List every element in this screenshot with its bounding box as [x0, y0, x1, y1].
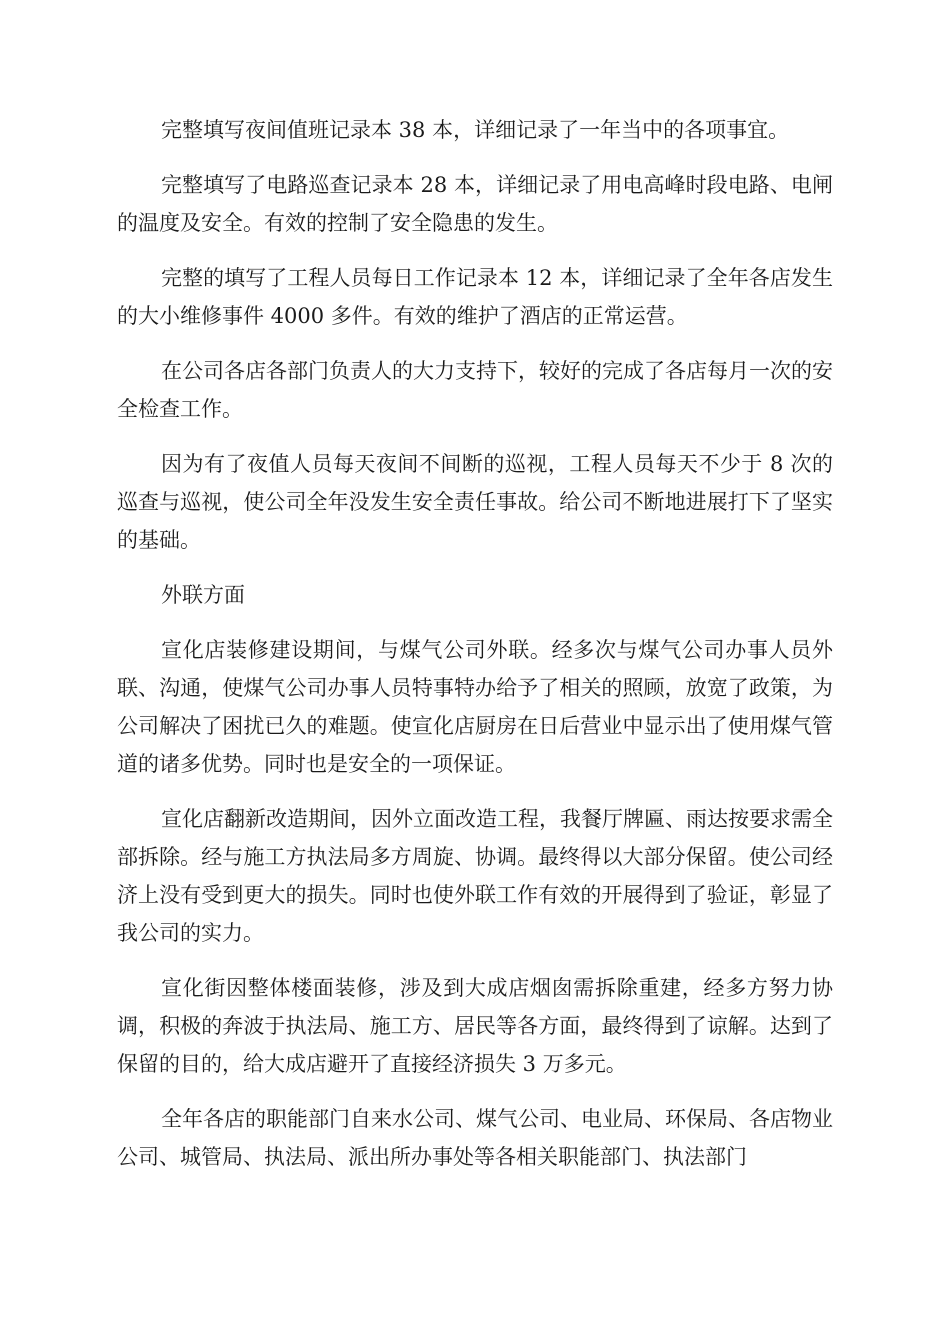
paragraph-night-duty-log: 完整填写夜间值班记录本 38 本，详细记录了一年当中的各项事宜。 [161, 118, 790, 142]
paragraph-patrol-results: 因为有了夜值人员每天夜间不间断的巡视，工程人员每天不少于 8 次的巡查与巡视，使公司全年没发生安全责任事故。给公司不断地进展打下了坚实的基础。 [117, 452, 833, 552]
document-body [117, 111, 833, 1193]
paragraph-circuit-inspection-log: 完整填写了电路巡查记录本 28 本，详细记录了用电高峰时段电路、电闸的温度及安全。有效的控制了安全隐患的发生。 [117, 173, 833, 235]
paragraph-functional-departments: 全年各店的职能部门自来水公司、煤气公司、电业局、环保局、各店物业公司、城管局、执法局、派出所办事处等各相关职能部门、执法部门 [117, 1107, 833, 1169]
paragraph-engineering-work-log: 完整的填写了工程人员每日工作记录本 12 本，详细记录了全年各店发生的大小维修事件 4000 多件。有效的维护了酒店的正常运营。 [117, 266, 833, 328]
paragraph-gas-company-liaison: 宣化店装修建设期间，与煤气公司外联。经多次与煤气公司办事人员外联、沟通，使煤气公司办事人员特事特办给予了相关的照顾，放宽了政策，为公司解决了困扰已久的难题。使宣化店厨房在日后营业中显示出了使用煤气管道的诸多优势。同时也是安全的一项保证。 [117, 638, 833, 776]
paragraph-facade-renovation: 宣化店翻新改造期间，因外立面改造工程，我餐厅牌匾、雨达按要求需全部拆除。经与施工方执法局多方周旋、协调。最终得以大部分保留。使公司经济上没有受到更大的损失。同时也使外联工作有效的开展得到了验证，彰显了我公司的实力。 [117, 807, 833, 945]
section-heading-external-relations: 外联方面 [161, 583, 245, 607]
paragraph-chimney-rebuild: 宣化街因整体楼面装修，涉及到大成店烟囱需拆除重建，经多方努力协调，积极的奔波于执法局、施工方、居民等各方面，最终得到了谅解。达到了保留的目的，给大成店避开了直接经济损失 3 万多元。 [117, 976, 833, 1076]
paragraph-safety-inspection: 在公司各店各部门负责人的大力支持下，较好的完成了各店每月一次的安全检查工作。 [117, 359, 833, 421]
